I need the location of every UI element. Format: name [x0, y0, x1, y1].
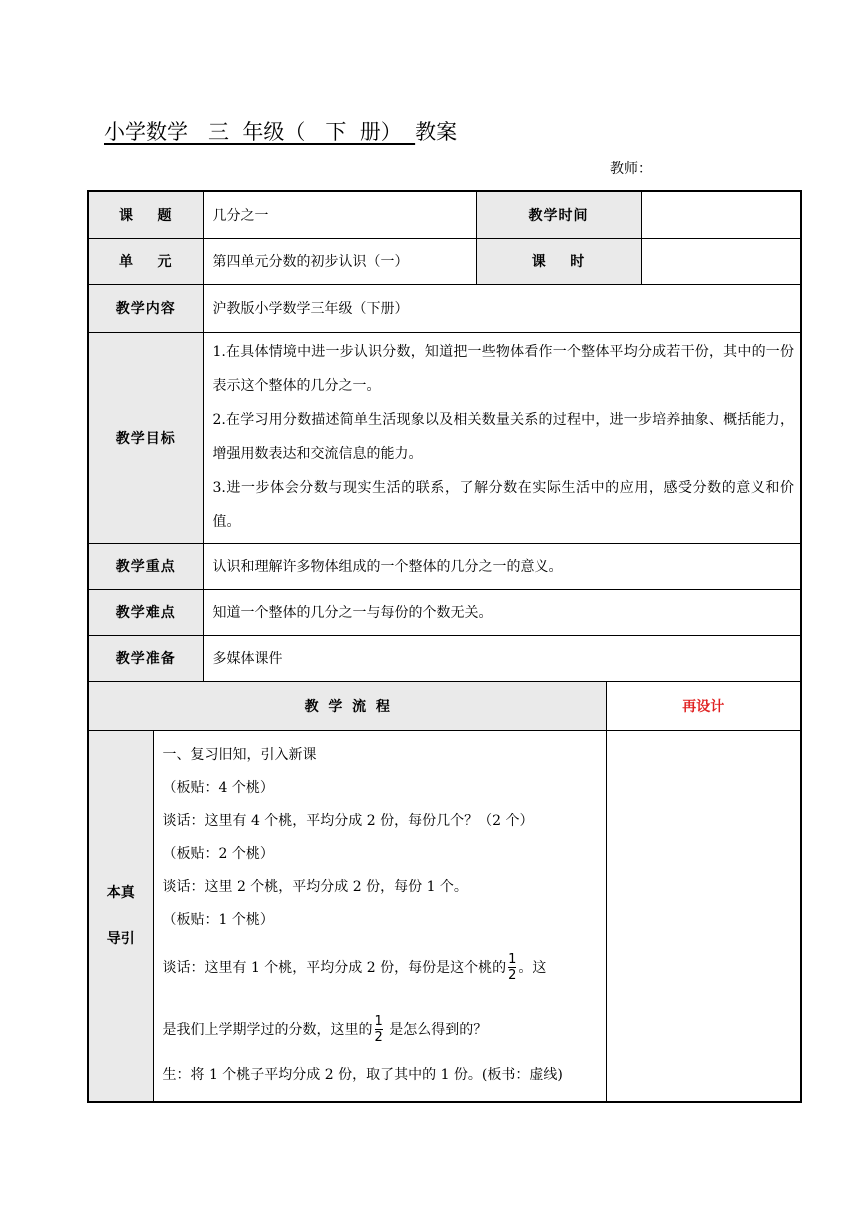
flow-line: 生：将 1 个桃子平均分成 2 份，取了其中的 1 份。(板书：虚线) — [162, 1066, 563, 1083]
side-label-line2: 导引 — [106, 930, 135, 947]
redesign-header: 再设计 — [606, 681, 801, 730]
fraction-denominator: 2 — [374, 1030, 383, 1045]
flow-header: 教 学 流 程 — [88, 681, 606, 730]
goal-item: 3.进一步体会分数与现实生活的联系，了解分数在实际生活中的应用，感受分数的意义和价值。 — [212, 479, 794, 530]
fraction-half — [375, 1014, 383, 1045]
difficulty-label: 教学难点 — [88, 589, 203, 635]
title-suffix: 教案 — [415, 120, 458, 144]
period-label: 课 时 — [476, 238, 641, 284]
goals-label: 教学目标 — [88, 332, 203, 543]
side-label-line1: 本真 — [106, 884, 135, 901]
teacher-label: 教师： — [610, 161, 652, 177]
row-content — [88, 284, 801, 332]
flow-line — [163, 943, 600, 993]
goal-item: 2.在学习用分数描述简单生活现象以及相关数量关系的过程中，进一步培养抽象、概括能力，增强用数表达和交流信息的能力。 — [212, 411, 794, 462]
difficulty-value: 知道一个整体的几分之一与每份的个数无关。 — [203, 589, 801, 635]
row-flow-body — [88, 730, 801, 1102]
flow-line: 谈话：这里 2 个桃，平均分成 2 份，每份 1 个。 — [162, 878, 468, 895]
flow-line — [163, 1005, 600, 1055]
flow-content — [153, 730, 606, 1102]
flow-side-label — [88, 730, 153, 1102]
fraction-denominator: 2 — [508, 968, 517, 983]
unit-label: 单 元 — [88, 238, 203, 284]
page-title — [104, 116, 457, 146]
row-flow-header — [88, 681, 801, 730]
row-key — [88, 543, 801, 589]
lesson-plan-table — [87, 190, 802, 1103]
flow-line-text: 。这 — [518, 959, 547, 976]
content-value: 沪教版小学数学三年级（下册） — [203, 284, 801, 332]
prep-label: 教学准备 — [88, 635, 203, 681]
row-difficulty — [88, 589, 801, 635]
flow-line: （板贴：2 个桃） — [162, 845, 274, 862]
goals-list — [203, 332, 801, 543]
row-unit — [88, 238, 801, 284]
fraction-half — [508, 952, 516, 983]
flow-line: （板贴：1 个桃） — [162, 911, 274, 928]
fraction-numerator: 1 — [508, 952, 517, 967]
flow-line: （板贴：4 个桃） — [162, 779, 274, 796]
title-main: 小学数学 三 年级（ 下 册） — [104, 120, 416, 144]
fraction-numerator: 1 — [374, 1014, 383, 1029]
row-prep — [88, 635, 801, 681]
prep-value: 多媒体课件 — [203, 635, 801, 681]
topic-value: 几分之一 — [203, 191, 476, 238]
row-goals — [88, 332, 801, 543]
flow-line-text: 谈话：这里有 1 个桃，平均分成 2 份，每份是这个桃的 — [162, 959, 507, 976]
goal-item: 1.在具体情境中进一步认识分数，知道把一些物体看作一个整体平均分成若干份，其中的一份表示这个整体的几分之一。 — [212, 343, 794, 394]
key-label: 教学重点 — [88, 543, 203, 589]
content-label: 教学内容 — [88, 284, 203, 332]
period-value — [641, 238, 801, 284]
flow-line-text: 是怎么得到的？ — [384, 1021, 488, 1038]
unit-value: 第四单元分数的初步认识（一） — [203, 238, 476, 284]
redesign-cell — [606, 730, 801, 1102]
row-topic — [88, 191, 801, 238]
flow-line-text: 是我们上学期学过的分数，这里的 — [162, 1021, 373, 1038]
topic-label: 课 题 — [88, 191, 203, 238]
flow-line: 谈话：这里有 4 个桃，平均分成 2 份，每份几个？（2 个） — [162, 812, 534, 829]
time-value — [641, 191, 801, 238]
time-label: 教学时间 — [476, 191, 641, 238]
key-value: 认识和理解许多物体组成的一个整体的几分之一的意义。 — [203, 543, 801, 589]
flow-line: 一、复习旧知，引入新课 — [162, 746, 317, 763]
